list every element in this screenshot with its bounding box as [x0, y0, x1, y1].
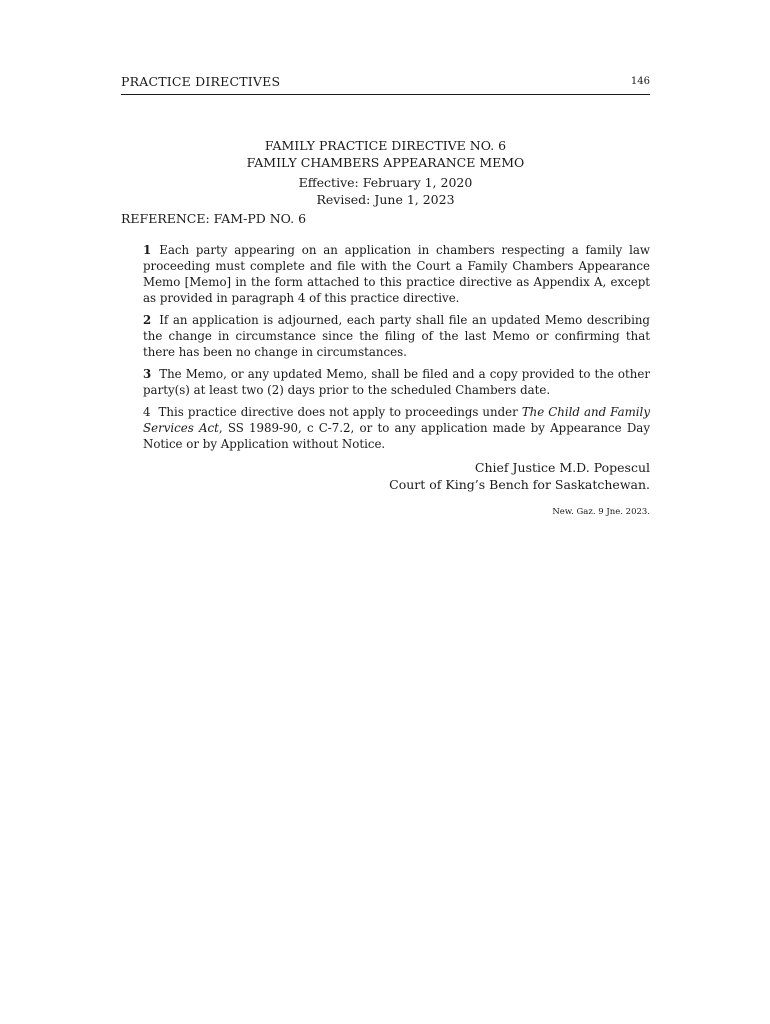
paragraph-number: 2 — [143, 313, 152, 327]
paragraph-1 — [143, 242, 650, 306]
paragraph-3 — [143, 366, 650, 398]
signature-block — [389, 459, 650, 493]
paragraph-number: 3 — [143, 367, 152, 381]
header-page-number: 146 — [630, 76, 650, 87]
paragraph-number: 1 — [143, 243, 152, 257]
running-header — [121, 74, 650, 95]
paragraph-4 — [143, 404, 650, 452]
signatory-name: Chief Justice M.D. Popescul — [474, 460, 650, 475]
act-name: The Child and Family Services Act — [143, 405, 650, 435]
paragraph-number: 4 — [143, 405, 151, 419]
directive-title-block — [121, 138, 650, 208]
gazette-note: New. Gaz. 9 Jne. 2023. — [552, 507, 650, 517]
paragraph-text: If an application is adjourned, each party shall file an updated Memo describing the change in circumstance since the filing of the last Memo or confirming that there has been no change in circumstances. — [143, 313, 650, 359]
paragraph-text: , SS 1989-90, c C-7.2, or to any application made by Appearance Day Notice or by Application without Notice. — [143, 421, 650, 451]
revised-date: Revised: June 1, 2023 — [316, 191, 455, 207]
paragraph-text: This practice directive does not apply to proceedings under — [158, 405, 522, 419]
paragraph-text: Each party appearing on an application in chambers respecting a family law proceeding must complete and file with the Court a Family Chambers Appearance Memo [Memo] in the form attached to this practice directive as Appendix A, except as provided in paragraph 4 of this practice directive. — [143, 243, 650, 305]
directive-subtitle: FAMILY CHAMBERS APPEARANCE MEMO — [246, 154, 525, 170]
header-section-name: PRACTICE DIRECTIVES — [121, 74, 281, 89]
signatory-court: Court of King’s Bench for Saskatchewan. — [389, 477, 650, 492]
paragraph-text: The Memo, or any updated Memo, shall be filed and a copy provided to the other party(s) at least two (2) days prior to the scheduled Chambers date. — [143, 367, 650, 397]
paragraph-2 — [143, 312, 650, 360]
effective-date: Effective: February 1, 2020 — [298, 175, 473, 190]
directive-body — [143, 242, 650, 458]
reference-line: REFERENCE: FAM-PD NO. 6 — [121, 211, 307, 226]
directive-title: FAMILY PRACTICE DIRECTIVE NO. 6 — [264, 138, 507, 153]
